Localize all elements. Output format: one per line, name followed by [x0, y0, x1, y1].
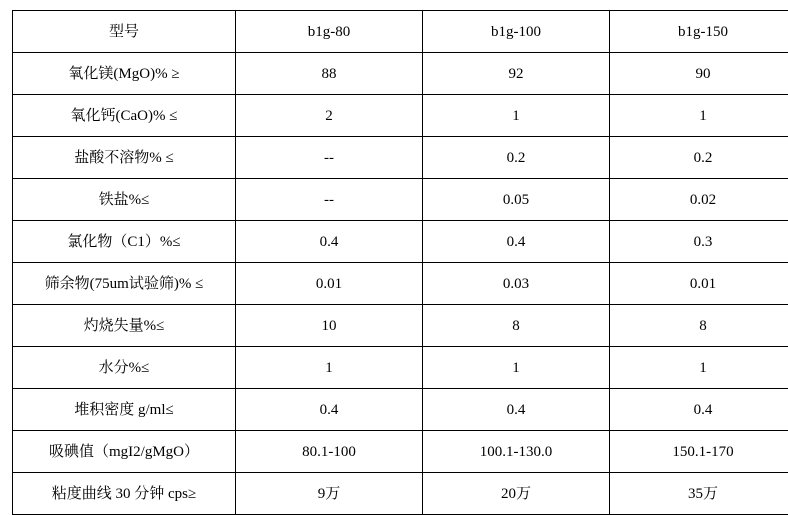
row-value: 1: [423, 347, 610, 389]
row-value: 1: [610, 95, 788, 137]
column-header-model: 型号: [13, 11, 236, 53]
table-row: [13, 263, 788, 305]
table-row: [13, 305, 788, 347]
column-header-b1g-150: b1g-150: [610, 11, 788, 53]
row-value: 80.1-100: [236, 431, 423, 473]
row-value: 9万: [236, 473, 423, 515]
row-label: 氯化物（C1）%≤: [13, 221, 236, 263]
table-row: [13, 95, 788, 137]
row-label: 粘度曲线 30 分钟 cps≥: [13, 473, 236, 515]
row-value: 0.4: [423, 389, 610, 431]
row-label: 盐酸不溶物% ≤: [13, 137, 236, 179]
row-value: 0.01: [610, 263, 788, 305]
table-row: [13, 53, 788, 95]
row-value: 0.2: [423, 137, 610, 179]
row-value: 35万: [610, 473, 788, 515]
table-row: [13, 389, 788, 431]
row-value: 20万: [423, 473, 610, 515]
row-value: --: [236, 179, 423, 221]
row-value: 1: [610, 347, 788, 389]
row-label: 氧化钙(CaO)% ≤: [13, 95, 236, 137]
row-label: 堆积密度 g/ml≤: [13, 389, 236, 431]
row-value: 0.2: [610, 137, 788, 179]
row-value: 0.01: [236, 263, 423, 305]
row-value: 0.03: [423, 263, 610, 305]
row-value: 90: [610, 53, 788, 95]
row-value: 0.3: [610, 221, 788, 263]
row-value: 0.4: [236, 389, 423, 431]
row-value: 88: [236, 53, 423, 95]
row-value: 10: [236, 305, 423, 347]
row-value: 8: [610, 305, 788, 347]
row-label: 筛余物(75um试验筛)% ≤: [13, 263, 236, 305]
row-value: 0.4: [610, 389, 788, 431]
row-value: 150.1-170: [610, 431, 788, 473]
row-value: 1: [423, 95, 610, 137]
row-label: 灼烧失量%≤: [13, 305, 236, 347]
row-value: 100.1-130.0: [423, 431, 610, 473]
row-value: 8: [423, 305, 610, 347]
table-header-row: [13, 11, 788, 53]
row-value: 2: [236, 95, 423, 137]
table-row: [13, 221, 788, 263]
row-value: 1: [236, 347, 423, 389]
row-label: 水分%≤: [13, 347, 236, 389]
table-row: [13, 347, 788, 389]
row-value: 0.05: [423, 179, 610, 221]
column-header-b1g-80: b1g-80: [236, 11, 423, 53]
table-row: [13, 431, 788, 473]
row-value: 0.02: [610, 179, 788, 221]
row-value: 0.4: [236, 221, 423, 263]
row-value: 92: [423, 53, 610, 95]
row-label: 氧化镁(MgO)% ≥: [13, 53, 236, 95]
row-label: 吸碘值（mgI2/gMgO）: [13, 431, 236, 473]
row-value: --: [236, 137, 423, 179]
table-body: [13, 11, 788, 515]
table-row: [13, 179, 788, 221]
row-label: 铁盐%≤: [13, 179, 236, 221]
column-header-b1g-100: b1g-100: [423, 11, 610, 53]
table-row: [13, 137, 788, 179]
specification-table: [12, 10, 788, 515]
row-value: 0.4: [423, 221, 610, 263]
